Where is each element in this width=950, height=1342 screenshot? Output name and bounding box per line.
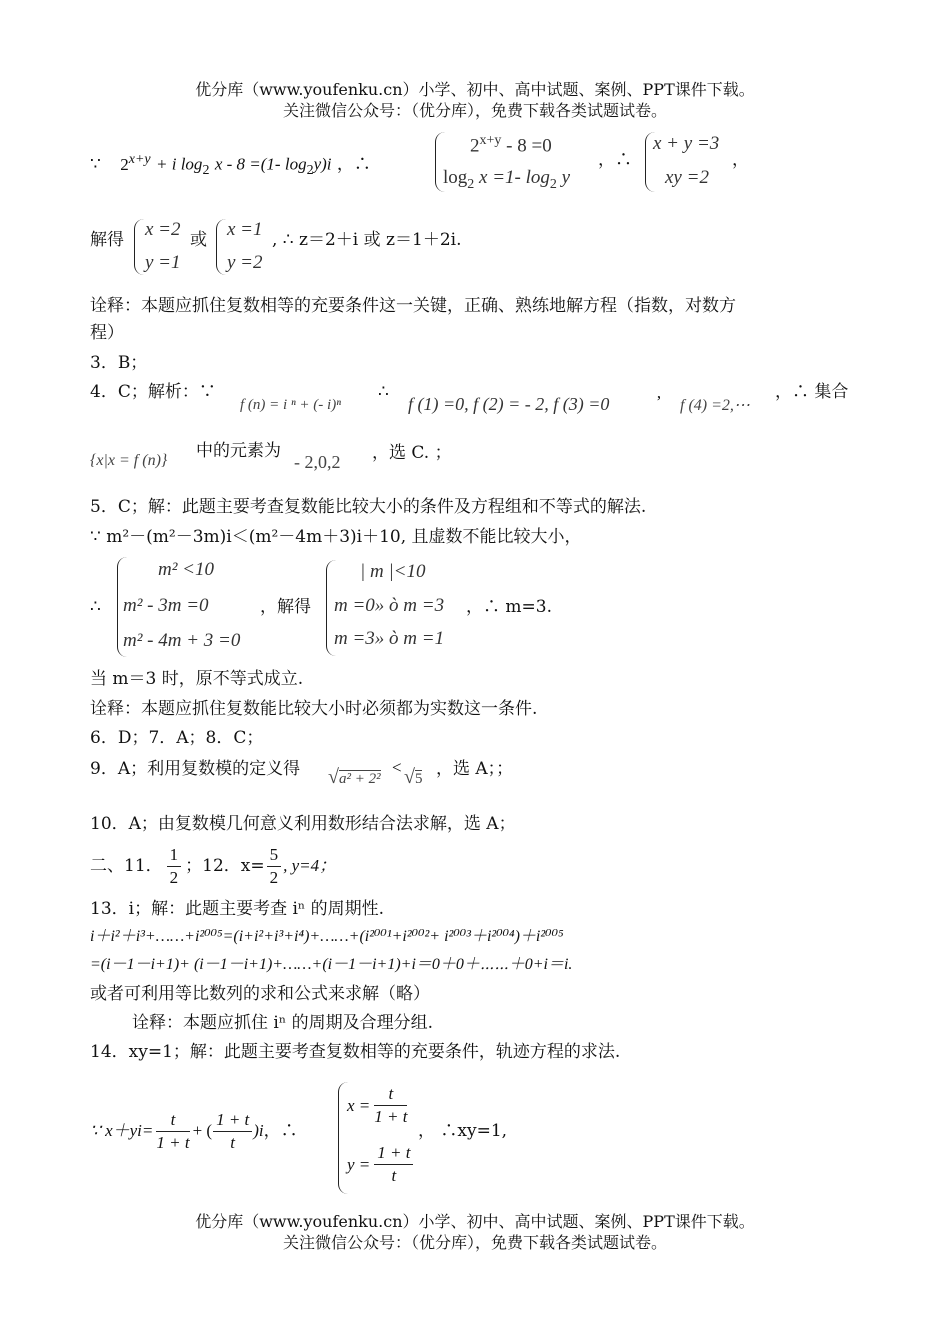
q2-equation-line [90, 148, 371, 183]
q5-when: 当 m＝3 时，原不等式成立. [90, 669, 304, 689]
q4-formula: f (n) = i ⁿ + (- i)ⁿ [240, 397, 341, 413]
q13-line3: =(i－1－i+1)+ (i－1－i+1)+……+(i－1－i+1)+i＝0＋0＋⋯⋯＋0+i＝i. [90, 956, 573, 973]
q10-answer: 10．A；由复数模几何意义利用数形结合法求解，选 A； [90, 814, 516, 834]
q9-lt: < [392, 758, 402, 777]
q2-solB-brace [216, 219, 226, 275]
q5-solve-text: ，解得 [260, 597, 311, 617]
q2-eq-tail: x - 8 =(1- log [214, 154, 307, 174]
q11-fraction: $\frac{1}{2}$ [167, 844, 182, 889]
q2-eq-base: 2 [120, 154, 129, 174]
q2-solB-line2: y =2 [227, 252, 263, 273]
q2-therefore2: ，∴ [598, 150, 632, 170]
q14-system-x: x = $\frac{t}{1 + t}$ [347, 1084, 408, 1126]
q14-result: ， ∴xy=1, [418, 1121, 508, 1141]
because-symbol: ∵ [90, 154, 101, 175]
q2-solA-line1: x =2 [145, 219, 181, 240]
q5-result: ，∴ m=3. [466, 597, 552, 617]
q9-label: 9．A；利用复数模的定义得 [90, 759, 301, 779]
q4-set: {x|x = f (n)} [90, 452, 168, 469]
q2-note-cont: 程） [90, 323, 124, 343]
q14-close: )i [253, 1121, 264, 1140]
q9-sqrt1: √a² + 2² [328, 766, 381, 788]
q5-systemA-line3: m² - 4m + 3 =0 [123, 630, 241, 651]
q2-system1-line1: $2^{x+y} - 8 =0$ [470, 133, 552, 157]
q9-tail: ，选 A；； [436, 759, 514, 779]
q4-label: 4．C；解析：∵ [90, 382, 216, 402]
q2-solA-line2: y =1 [145, 252, 181, 273]
q2-solB-line1: x =1 [227, 219, 263, 240]
q4-sep: ’ [656, 392, 662, 411]
q14-fraction1: $\frac{t}{1 + t}$ [156, 1109, 190, 1152]
q11-12-line [90, 841, 336, 891]
q12-tail: , y=4； [283, 856, 337, 875]
q4-therefore: ∴ [378, 382, 389, 402]
q14-fraction2: $\frac{1 + t}{t}$ [213, 1109, 252, 1154]
q14-plus: + ( [192, 1121, 213, 1140]
q13-line1: 13．i；解：此题主要考查 iⁿ 的周期性. [90, 899, 385, 919]
q2-end-comma: ， [732, 150, 749, 170]
q5-systemB-line3: m =3» ò m =1 [334, 628, 445, 649]
q4-values2: f (4) =2,⋯ [680, 397, 750, 414]
q14-therefore: ，∴ [263, 1121, 298, 1141]
q13-note: 诠释：本题应抓住 iⁿ 的周期及合理分组. [132, 1013, 434, 1033]
q2-note: 诠释：本题应抓住复数相等的充要条件这一关键，正确、熟练地解方程（指数，对数方 [90, 296, 736, 316]
q14-equation [90, 1106, 298, 1156]
page-footer-line1: 优分库（www.youfenku.cn）小学、初中、高中试题、案例、PPT课件下载。 [195, 1212, 755, 1231]
q12-label: ；12．x= [185, 856, 265, 876]
page-footer-line2: 关注微信公众号：（优分库），免费下载各类试题试卷。 [282, 1233, 667, 1252]
q4-tail: ，∴ 集合 [775, 382, 849, 402]
q5-therefore: ∴ [90, 597, 101, 617]
q2-eq-sub2: 2 [306, 163, 314, 179]
q5-systemA-line2: m² - 3m =0 [123, 595, 209, 616]
q2-or: 或 [190, 230, 207, 250]
page-header-line1: 优分库（www.youfenku.cn）小学、初中、高中试题、案例、PPT课件下载。 [195, 80, 755, 99]
q5-systemB-line2: m =0» ò m =3 [334, 595, 445, 616]
q4-elements: - 2,0,2 [294, 452, 341, 472]
q9-sqrt2: √5 [404, 766, 423, 788]
q2-eq-exp: x+y [128, 152, 151, 167]
q2-solve-label: 解得 [90, 230, 124, 250]
q14-system-y: y = $\frac{1 + t}{t}$ [347, 1142, 413, 1187]
q5-systemB-line1: | m |<10 [360, 561, 426, 582]
q4-set-text: 中的元素为 [196, 441, 281, 461]
q2-eq-sub: 2 [202, 163, 210, 179]
q13-line4: 或者可利用等比数列的求和公式来求解（略） [90, 984, 430, 1004]
q2-system2-line2: xy =2 [665, 167, 709, 188]
q4-values: f (1) =0, f (2) = - 2, f (3) =0 [408, 394, 610, 414]
q2-eq-rest: + i log [156, 154, 203, 174]
q6-8-answers: 6．D；7．A；8．C； [90, 728, 264, 748]
q12-fraction: $\frac{5}{2}$ [267, 844, 282, 889]
q3-answer: 3．B； [90, 353, 148, 373]
q5-systemA-line1: m² <10 [158, 559, 214, 580]
q2-result: , ∴ z＝2＋i 或 z＝1＋2i. [272, 230, 462, 250]
q14-because: ∵ x＋yi= [90, 1121, 154, 1140]
q5-line1: 5．C；解：此题主要考查复数能比较大小的条件及方程组和不等式的解法. [90, 497, 647, 517]
q11-label: 二、11． [90, 856, 163, 876]
q2-system1-line2: $\log_2 x =1-$ $\log_2 y$ [443, 167, 571, 192]
q4-choose: ，选 C. ； [372, 443, 452, 463]
q5-note: 诠释：本题应抓住复数能比较大小时必须都为实数这一条件. [90, 699, 538, 719]
q14-line1: 14．xy=1；解：此题主要考查复数相等的充要条件，轨迹方程的求法. [90, 1042, 621, 1062]
q2-system2-line1: x + y =3 [653, 133, 720, 154]
page-header-line2: 关注微信公众号：（优分库），免费下载各类试题试卷。 [282, 101, 667, 120]
q2-solA-brace [134, 219, 144, 275]
q13-line2: i＋i²＋i³+……+i²⁰⁰⁵=(i+i²+i³+i⁴)+……+(i²⁰⁰¹+i²⁰⁰²+ i²⁰⁰³＋i²⁰⁰⁴)＋i²⁰⁰⁵ [90, 928, 564, 945]
q2-eq-tail2: y)i [313, 154, 332, 174]
q5-line2: ∵ m²－(m²－3m)i＜(m²－4m＋3)i＋10, 且虚数不能比较大小， [90, 527, 582, 547]
q2-comma-therefore: ，∴ [336, 154, 371, 175]
